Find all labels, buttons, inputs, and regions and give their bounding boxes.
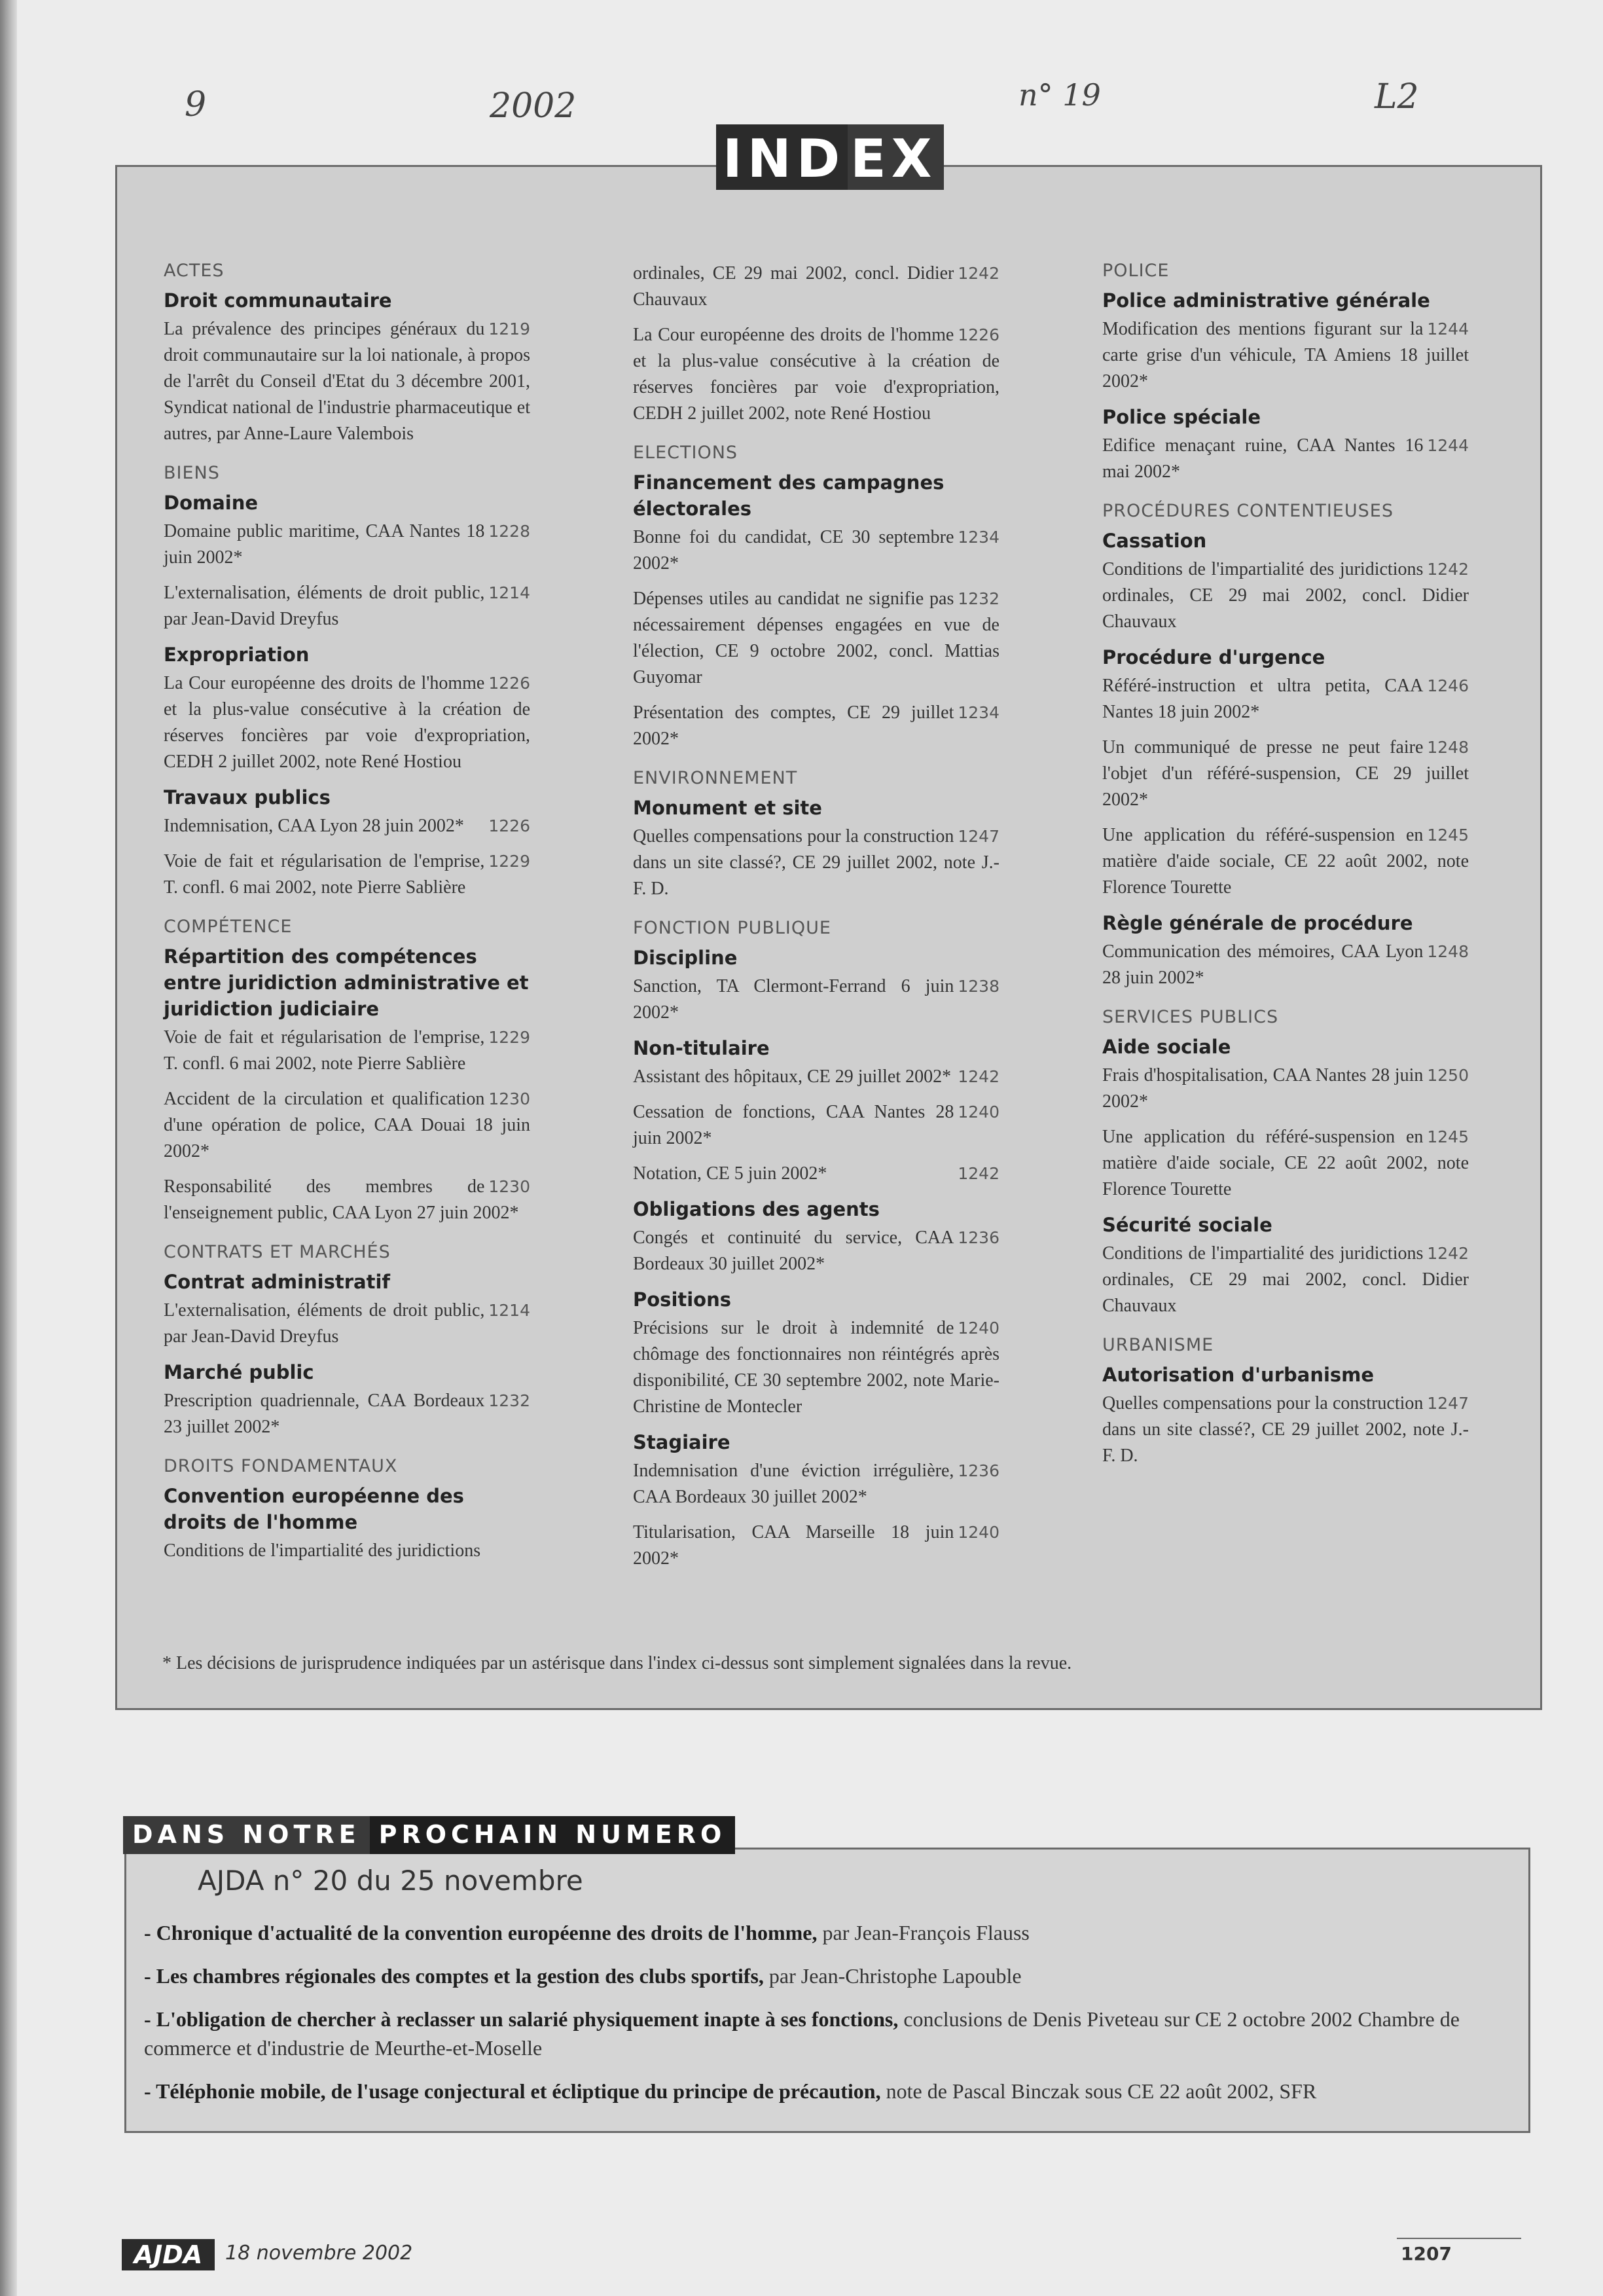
index-entry — [164, 813, 530, 839]
page-ref: 1246 — [1427, 676, 1469, 695]
index-entry — [633, 1225, 1000, 1277]
page-ref: 1226 — [488, 816, 530, 835]
index-footnote: * Les décisions de jurisprudence indiquées par un astérisque dans l'index ci-dessus sont simplement signalées dans la revue. — [162, 1653, 1072, 1673]
page-ref: 1214 — [488, 583, 530, 602]
page-ref: 1248 — [1427, 942, 1469, 961]
page-ref: 1229 — [488, 1028, 530, 1047]
index-entry — [1102, 673, 1469, 725]
section-heading: CONTRATS ET MARCHÉS — [164, 1242, 391, 1262]
entry-text: Quelles compensations pour la construction dans un site classé?, CE 29 juillet 2002, note J.- F. D. — [1102, 1393, 1469, 1466]
entry-text: Assistant des hôpitaux, CE 29 juillet 2002* — [633, 1066, 952, 1087]
page-number: 1207 — [1401, 2243, 1452, 2265]
index-entry — [1102, 433, 1469, 485]
page-ref: 1226 — [958, 325, 1000, 344]
index-entry — [1102, 1124, 1469, 1203]
index-title-part: EX — [848, 124, 944, 190]
entry-text: Responsabilité des membres de l'enseignement public, CAA Lyon 27 juin 2002* — [164, 1176, 519, 1223]
handwritten-note: n° 19 — [1018, 77, 1101, 113]
section-heading: DROITS FONDAMENTAUX — [164, 1456, 398, 1476]
subsection-heading: Non-titulaire — [633, 1037, 770, 1059]
entry-text: Quelles compensations pour la construction dans un site classé?, CE 29 juillet 2002, note J.- F. D. — [633, 826, 1000, 899]
page-ref: 1244 — [1427, 436, 1469, 455]
page-ref: 1245 — [1427, 826, 1469, 845]
index-entry — [633, 1520, 1000, 1572]
entry-text: Bonne foi du candidat, CE 30 septembre 2002* — [633, 527, 954, 574]
list-item — [144, 1918, 1505, 1947]
index-entry — [164, 1086, 530, 1165]
list-item — [144, 1961, 1505, 1990]
page-ref: 1240 — [958, 1102, 1000, 1121]
entry-text: Un communiqué de presse ne peut faire l'objet d'un référé-suspension, CE 29 juillet 2002* — [1102, 737, 1469, 810]
page-ref: 1214 — [488, 1301, 530, 1320]
subsection-heading: Travaux publics — [164, 786, 331, 809]
page-ref: 1232 — [958, 589, 1000, 608]
index-entry — [1102, 1063, 1469, 1115]
page-ref: 1228 — [488, 522, 530, 541]
page-ref: 1242 — [958, 1067, 1000, 1086]
page-ref: 1230 — [488, 1089, 530, 1108]
subsection-heading: Droit communautaire — [164, 289, 392, 312]
entry-text: Référé-instruction et ultra petita, CAA Nantes 18 juin 2002* — [1102, 676, 1424, 722]
entry-text: Voie de fait et régularisation de l'emprise, T. confl. 6 mai 2002, note Pierre Sablière — [164, 851, 485, 898]
entry-text: Une application du référé-suspension en matière d'aide sociale, CE 22 août 2002, note Florence Tourette — [1102, 825, 1469, 898]
index-entry — [633, 322, 1000, 427]
entry-text: Titularisation, CAA Marseille 18 juin 2002* — [633, 1522, 954, 1569]
page-ref: 1230 — [488, 1177, 530, 1196]
ajda-logo: AJDA — [122, 2239, 215, 2270]
divider — [1397, 2238, 1521, 2239]
page-ref: 1232 — [488, 1391, 530, 1410]
entry-text: Indemnisation d'une éviction irrégulière, CAA Bordeaux 30 juillet 2002* — [633, 1461, 954, 1507]
page-ref: 1234 — [958, 528, 1000, 547]
index-entry — [633, 586, 1000, 691]
list-item — [144, 2005, 1505, 2062]
index-entry — [164, 316, 530, 447]
entry-text: Voie de fait et régularisation de l'emprise, T. confl. 6 mai 2002, note Pierre Sablière — [164, 1027, 485, 1074]
subsection-heading: Domaine — [164, 492, 259, 514]
page-ref: 1236 — [958, 1228, 1000, 1247]
index-entry — [164, 580, 530, 632]
subsection-heading: Cassation — [1102, 530, 1207, 552]
subsection-heading: Monument et site — [633, 797, 822, 819]
section-heading: POLICE — [1102, 261, 1170, 281]
entry-text: Cessation de fonctions, CAA Nantes 28 juin 2002* — [633, 1102, 954, 1148]
next-issue-list — [144, 1918, 1505, 2120]
entry-text: Communication des mémoires, CAA Lyon 28 juin 2002* — [1102, 941, 1424, 988]
index-entry — [164, 848, 530, 901]
subsection-heading: Contrat administratif — [164, 1271, 391, 1293]
entry-text: Indemnisation, CAA Lyon 28 juin 2002* — [164, 816, 464, 836]
subsection-heading: Discipline — [633, 947, 738, 969]
section-heading: ENVIRONNEMENT — [633, 768, 798, 788]
subsection-heading: Obligations des agents — [633, 1198, 880, 1220]
page-ref: 1242 — [958, 1164, 1000, 1183]
handwritten-note: L2 — [1375, 77, 1419, 117]
index-entry — [164, 670, 530, 775]
index-entry — [633, 1315, 1000, 1420]
section-heading: SERVICES PUBLICS — [1102, 1007, 1279, 1027]
entry-text: Précisions sur le droit à indemnité de chômage des fonctionnaires non réintégrés après disponibilité, CE 30 septembre 2002, note Marie-Christine de Montecler — [633, 1318, 1000, 1417]
index-entry — [1102, 735, 1469, 813]
index-entry — [1102, 316, 1469, 395]
item-author: par Jean-François Flauss — [817, 1921, 1030, 1944]
subsection-heading: Positions — [633, 1288, 732, 1311]
entry-text: La prévalence des principes généraux du droit communautaire sur la loi nationale, à propos de l'arrêt du Conseil d'Etat du 3 décembre 2001, Syndicat national de l'industrie pharmaceutique et autres, par Anne-Laure Valembois — [164, 319, 530, 444]
index-title-part: IND — [716, 124, 848, 190]
index-column-3 — [1102, 261, 1469, 1478]
index-entry — [164, 1025, 530, 1077]
entry-text: Frais d'hospitalisation, CAA Nantes 28 juin 2002* — [1102, 1065, 1424, 1112]
entry-text: La Cour européenne des droits de l'homme et la plus-value consécutive à la création de réserves foncières par voie d'expropriation, CEDH 2 juillet 2002, note René Hostiou — [633, 325, 1000, 424]
entry-text: Présentation des comptes, CE 29 juillet 2002* — [633, 702, 954, 749]
subsection-heading: Expropriation — [164, 644, 310, 666]
entry-text: Congés et continuité du service, CAA Bordeaux 30 juillet 2002* — [633, 1228, 954, 1274]
section-heading: COMPÉTENCE — [164, 917, 293, 937]
handwritten-note: 9 — [185, 85, 207, 124]
index-entry — [1102, 1241, 1469, 1319]
list-item — [144, 2077, 1505, 2105]
entry-text: Domaine public maritime, CAA Nantes 18 juin 2002* — [164, 521, 485, 568]
page-ref: 1247 — [1427, 1394, 1469, 1413]
entry-text: Accident de la circulation et qualification d'une opération de police, CAA Douai 18 juin 2002* — [164, 1089, 530, 1161]
subsection-heading: Marché public — [164, 1361, 314, 1383]
page-ref: 1240 — [958, 1319, 1000, 1338]
page-ref: 1229 — [488, 852, 530, 871]
index-entry — [633, 700, 1000, 752]
page-ref: 1250 — [1427, 1066, 1469, 1085]
page-spine — [0, 0, 17, 2296]
entry-text: Dépenses utiles au candidat ne signifie pas nécessairement dépenses engagées en vue de l'élection, CE 9 octobre 2002, concl. Mattias Guyomar — [633, 589, 1000, 687]
index-entry — [633, 824, 1000, 902]
index-entry — [633, 1064, 1000, 1090]
index-entry — [164, 1298, 530, 1350]
index-entry — [1102, 556, 1469, 635]
entry-text: Conditions de l'impartialité des juridictions — [164, 1540, 481, 1561]
page-ref: 1242 — [1427, 560, 1469, 579]
subsection-heading: Police spéciale — [1102, 406, 1261, 428]
index-entry — [633, 1161, 1000, 1187]
item-author: conclusions de Denis Piveteau sur CE 2 octobre 2002 Chambre de commerce et d'industrie de Meurthe-et-Moselle — [144, 2007, 1460, 2060]
section-heading: PROCÉDURES CONTENTIEUSES — [1102, 501, 1394, 521]
entry-text: Conditions de l'impartialité des juridictions ordinales, CE 29 mai 2002, concl. Didier Chauvaux — [1102, 559, 1469, 632]
page-ref: 1234 — [958, 703, 1000, 722]
section-heading: FONCTION PUBLIQUE — [633, 918, 831, 938]
item-title: - Téléphonie mobile, de l'usage conjectural et écliptique du principe de précaution, — [144, 2079, 881, 2103]
item-title: - Chronique d'actualité de la convention européenne des droits de l'homme, — [144, 1921, 818, 1944]
subsection-heading: Autorisation d'urbanisme — [1102, 1364, 1375, 1386]
index-entry — [633, 261, 1000, 313]
index-entry — [1102, 822, 1469, 901]
entry-text: Notation, CE 5 juin 2002* — [633, 1163, 827, 1184]
index-entry — [1102, 1391, 1469, 1469]
page-ref: 1238 — [958, 977, 1000, 996]
page-ref: 1219 — [488, 319, 530, 338]
entry-text: ordinales, CE 29 mai 2002, concl. Didier Chauvaux — [633, 263, 954, 310]
next-issue-heading-part: DANS NOTRE — [123, 1816, 370, 1854]
index-entry — [1102, 939, 1469, 991]
section-heading: URBANISME — [1102, 1335, 1214, 1355]
index-entry — [164, 519, 530, 571]
section-heading: ACTES — [164, 261, 225, 281]
index-entry — [633, 1099, 1000, 1152]
subsection-heading: Procédure d'urgence — [1102, 646, 1325, 668]
index-entry — [164, 1174, 530, 1226]
subsection-heading: Police administrative générale — [1102, 289, 1430, 312]
page-ref: 1247 — [958, 827, 1000, 846]
item-title: - L'obligation de chercher à reclasser un salarié physiquement inapte à ses fonctions, — [144, 2007, 899, 2031]
entry-text: Sanction, TA Clermont-Ferrand 6 juin 2002* — [633, 976, 954, 1023]
entry-text: L'externalisation, éléments de droit public, par Jean-David Dreyfus — [164, 1300, 485, 1347]
page-ref: 1242 — [1427, 1244, 1469, 1263]
entry-text: Prescription quadriennale, CAA Bordeaux 23 juillet 2002* — [164, 1391, 485, 1437]
index-entry — [633, 524, 1000, 577]
index-entry — [633, 1458, 1000, 1510]
page-ref: 1236 — [958, 1461, 1000, 1480]
item-author: note de Pascal Binczak sous CE 22 août 2002, SFR — [880, 2079, 1317, 2103]
section-heading: BIENS — [164, 463, 220, 483]
entry-text: L'externalisation, éléments de droit public, par Jean-David Dreyfus — [164, 583, 485, 629]
issue-date: 18 novembre 2002 — [225, 2242, 413, 2265]
index-column-2 — [633, 261, 1000, 1581]
subsection-heading: Financement des campagnes électorales — [633, 471, 945, 520]
entry-text: Une application du référé-suspension en matière d'aide sociale, CE 22 août 2002, note Florence Tourette — [1102, 1127, 1469, 1199]
next-issue-title: AJDA n° 20 du 25 novembre — [198, 1865, 583, 1897]
index-column-1 — [164, 261, 530, 1573]
entry-text: Modification des mentions figurant sur la carte grise d'un véhicule, TA Amiens 18 juillet 2002* — [1102, 319, 1469, 392]
subsection-heading: Convention européenne des droits de l'homme — [164, 1485, 464, 1533]
subsection-heading: Stagiaire — [633, 1431, 730, 1453]
page-ref: 1244 — [1427, 319, 1469, 338]
subsection-heading: Règle générale de procédure — [1102, 912, 1413, 934]
page-ref: 1245 — [1427, 1127, 1469, 1146]
subsection-heading: Sécurité sociale — [1102, 1214, 1272, 1236]
page-ref: 1248 — [1427, 738, 1469, 757]
entry-text: Conditions de l'impartialité des juridictions ordinales, CE 29 mai 2002, concl. Didier Chauvaux — [1102, 1243, 1469, 1316]
index-entry — [633, 974, 1000, 1026]
subsection-heading: Répartition des compétences entre juridiction administrative et juridiction judiciaire — [164, 945, 529, 1020]
next-issue-heading-part: PROCHAIN NUMERO — [370, 1816, 736, 1854]
page-ref: 1242 — [958, 264, 1000, 283]
page-ref: 1240 — [958, 1523, 1000, 1542]
next-issue-heading — [123, 1816, 735, 1854]
entry-text: Edifice menaçant ruine, CAA Nantes 16 mai 2002* — [1102, 435, 1424, 482]
entry-text: La Cour européenne des droits de l'homme et la plus-value consécutive à la création de réserves foncières par voie d'expropriation, CEDH 2 juillet 2002, note René Hostiou — [164, 673, 530, 772]
page-ref: 1226 — [488, 674, 530, 693]
index-entry — [164, 1388, 530, 1440]
item-author: par Jean-Christophe Lapouble — [763, 1964, 1022, 1988]
handwritten-note: 2002 — [490, 86, 577, 126]
index-entry — [164, 1538, 530, 1564]
section-heading: ELECTIONS — [633, 443, 738, 463]
index-title — [716, 124, 944, 190]
item-title: - Les chambres régionales des comptes et la gestion des clubs sportifs, — [144, 1964, 764, 1988]
subsection-heading: Aide sociale — [1102, 1036, 1231, 1058]
